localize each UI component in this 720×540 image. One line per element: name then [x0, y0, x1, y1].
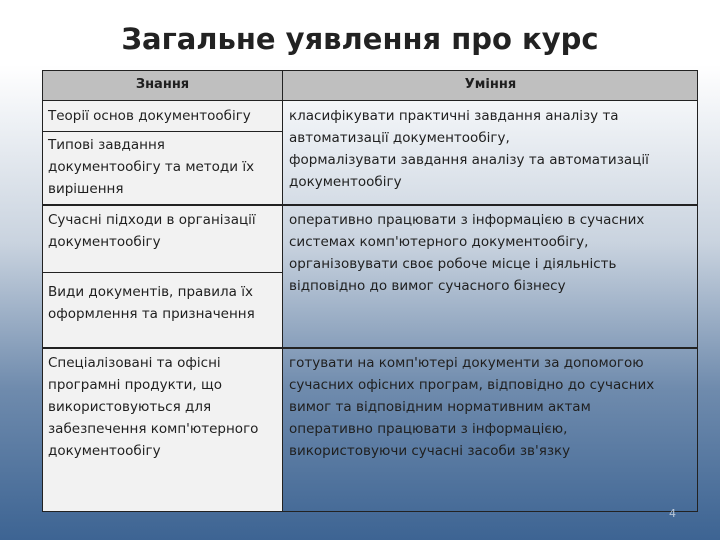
skills-cell-1	[283, 101, 698, 205]
cell-line: Теорії основ документообігу	[48, 108, 251, 124]
cell-line: використовуються для	[48, 399, 212, 415]
row-divider	[42, 100, 698, 101]
page-number: 4	[669, 507, 676, 520]
cell-line: забезпечення комп'ютерного	[48, 421, 259, 437]
skills-cell-3	[283, 348, 698, 512]
cell-line: системах комп'ютерного документообігу,	[289, 234, 589, 250]
cell-line: сучасних офісних програм, відповідно до сучасних	[289, 377, 655, 393]
cell-line: програмні продукти, що	[48, 377, 222, 393]
cell-line: вимог та відповідним нормативним актам	[289, 399, 591, 415]
cell-line: документообігу	[289, 174, 402, 190]
cell-line: документообігу та методи їх	[48, 159, 255, 175]
cell-line: оперативно працювати з інформацією в сучасних	[289, 212, 645, 228]
knowledge-cell-4	[42, 273, 283, 348]
row-divider	[42, 131, 283, 132]
knowledge-cell-2	[42, 131, 283, 205]
cell-line: оформлення та призначення	[48, 306, 255, 322]
cell-line: документообігу	[48, 443, 161, 459]
header-knowledge: Знання	[42, 70, 283, 101]
knowledge-cell-1	[42, 101, 283, 131]
skills-cell-2	[283, 205, 698, 348]
slide-title: Загальне уявлення про курс	[121, 22, 599, 56]
cell-line: автоматизації документообігу,	[289, 130, 510, 146]
row-divider	[42, 347, 698, 349]
header-skills: Уміння	[283, 70, 698, 101]
cell-line: Типові завдання	[48, 137, 165, 153]
cell-line: вирішення	[48, 181, 124, 197]
knowledge-cell-3	[42, 205, 283, 273]
cell-line: Сучасні підходи в організації	[48, 212, 256, 228]
cell-line: Види документів, правила їх	[48, 284, 253, 300]
cell-line: відповідно до вимог сучасного бізнесу	[289, 278, 566, 294]
cell-line: формалізувати завдання аналізу та автоматизації	[289, 152, 649, 168]
cell-line: організовувати своє робоче місце і діяльність	[289, 256, 617, 272]
cell-line: класифікувати практичні завдання аналізу та	[289, 108, 619, 124]
column-divider	[282, 70, 283, 512]
row-divider	[42, 272, 283, 273]
cell-line: документообігу	[48, 234, 161, 250]
cell-line: Спеціалізовані та офісні	[48, 355, 221, 371]
cell-line: оперативно працювати з інформацією,	[289, 421, 568, 437]
cell-line: готувати на комп'ютері документи за допомогою	[289, 355, 644, 371]
knowledge-cell-5	[42, 348, 283, 512]
row-divider	[42, 204, 698, 206]
cell-line: використовуючи сучасні засоби зв'язку	[289, 443, 571, 459]
